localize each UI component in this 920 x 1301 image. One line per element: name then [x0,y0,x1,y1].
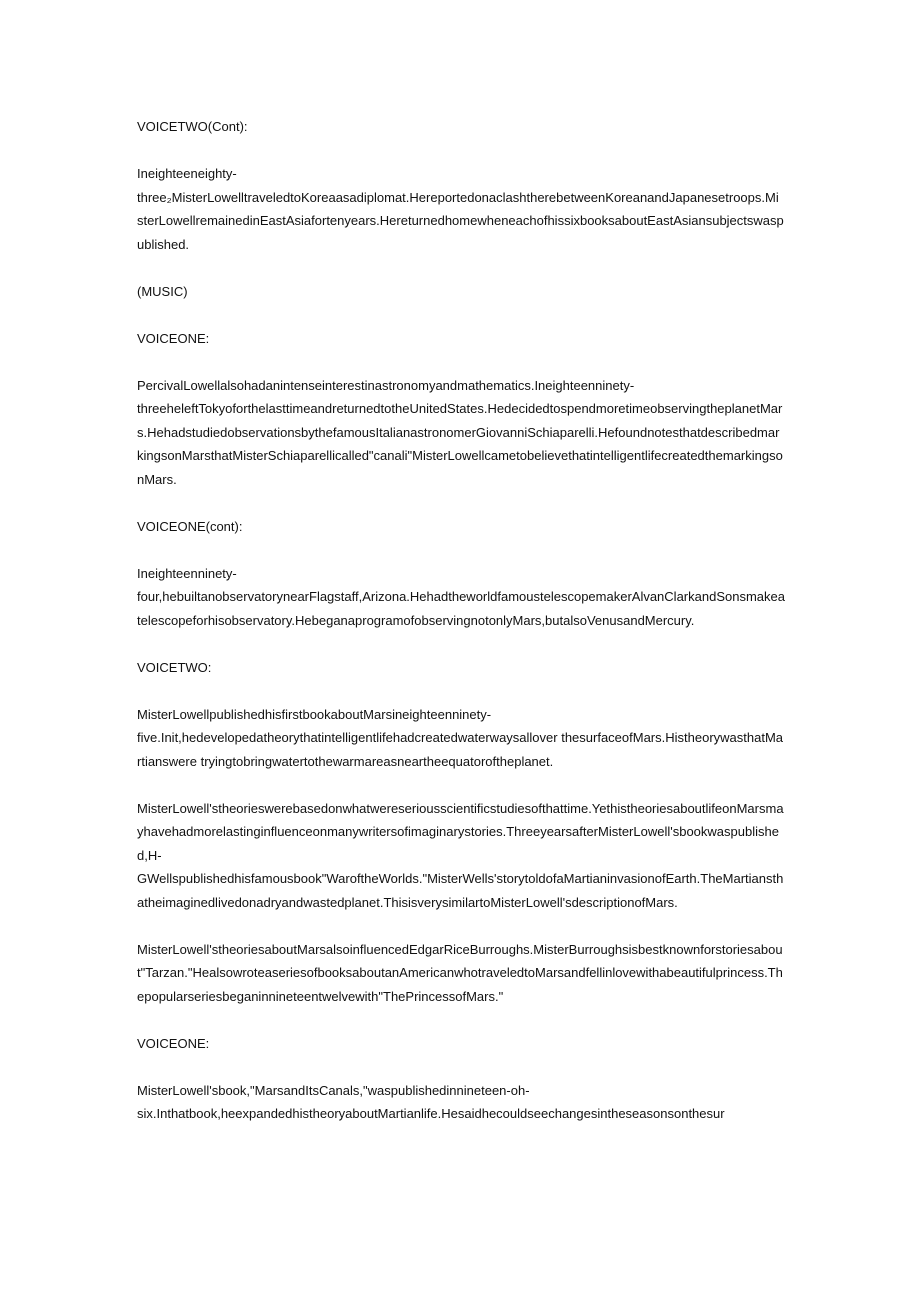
speaker-label: VOICEONE(cont): [137,518,243,534]
speaker-label: VOICEONE: [137,1035,210,1051]
paragraph: MisterLowell'stheoriesaboutMarsalsoinfluencedEdgarRiceBurroughs.MisterBurroughsisbestknownforstoriesabout"Tarzan."HealsowroteaseriesofbooksaboutanAmericanwhotraveledtoMarsandfellinlovewithabeautifulprincess.Thepopularseriesbeganinnineteentwelvewith"ThePrincessofMars." [137,941,783,1004]
paragraph: MisterLowell'stheorieswerebasedonwhatwereseriousscientificstudiesofthattime.YethistheoriesaboutlifeonMarsmayhavehadmorelastinginfluenceonmanywritersofimaginarystories.ThreeyearsafterMisterLowell'sbookwaspublished,H- GWellspublishedhisfamousbook"WaroftheWorlds."MisterWells'storytoldofaMartianinvasionofEarth.TheMartiansthatheimaginedlivedonadryandwastedplanet.ThisisverysimilartoMisterLowell'sdescriptionofMars. [137,800,784,910]
paragraph: Ineighteeneighty- three₂MisterLowelltraveledtoKoreaasadiplomat.HereportedonaclashtherebetweenKoreanandJapanesetroops.MisterLowellremainedinEastAsiafortenyears.HereturnedhomewheneachofhissixbooksaboutEastAsiansubjectswaspublished. [137,166,784,252]
music-cue: (MUSIC) [137,283,188,299]
speaker-label: VOICETWO: [137,659,212,675]
document-body [137,115,785,1149]
paragraph: Ineighteenninety- four,hebuiltanobservatorynearFlagstaff,Arizona.HehadtheworldfamoustelescopemakerAlvanClarkandSonsmakeatelescopeforhisobservatory.HebeganaprogramofobservingnotonlyMars,butalsoVenusandMercury. [137,565,785,628]
paragraph: PercivalLowellalsohadanintenseinterestinastronomyandmathematics.Ineighteenninety- threeheleftTokyoforthelasttimeandreturnedtotheUnitedStates.HedecidedtospendmoretimeobservingtheplanetMars.HehadstudiedobservationsbythefamousItalianastronomerGiovanniSchiaparelli.HefoundnotesthatdescribedmarkingsonMarsthatMisterSchiaparellicalled"canali"MisterLowellcametobelievethatintelligentlifecreatedthemarkingsonMars. [137,377,783,487]
speaker-label: VOICEONE: [137,330,210,346]
speaker-label: VOICETWO(Cont): [137,119,248,134]
paragraph: MisterLowell'sbook,"MarsandItsCanals,"waspublishedinnineteen-oh- six.Inthatbook,heexpandedhistheoryaboutMartianlife.Hesaidhecouldseechangesintheseasonsonthesur [137,1082,725,1121]
paragraph: MisterLowellpublishedhisfirstbookaboutMarsineighteenninety- five.Init,hedevelopedatheorythatintelligentlifehadcreatedwaterwaysallover thesurfaceofMars.HistheorywasthatMartianswere tryingtobringwatertothewarmareasneartheequatoroftheplanet. [137,706,784,769]
